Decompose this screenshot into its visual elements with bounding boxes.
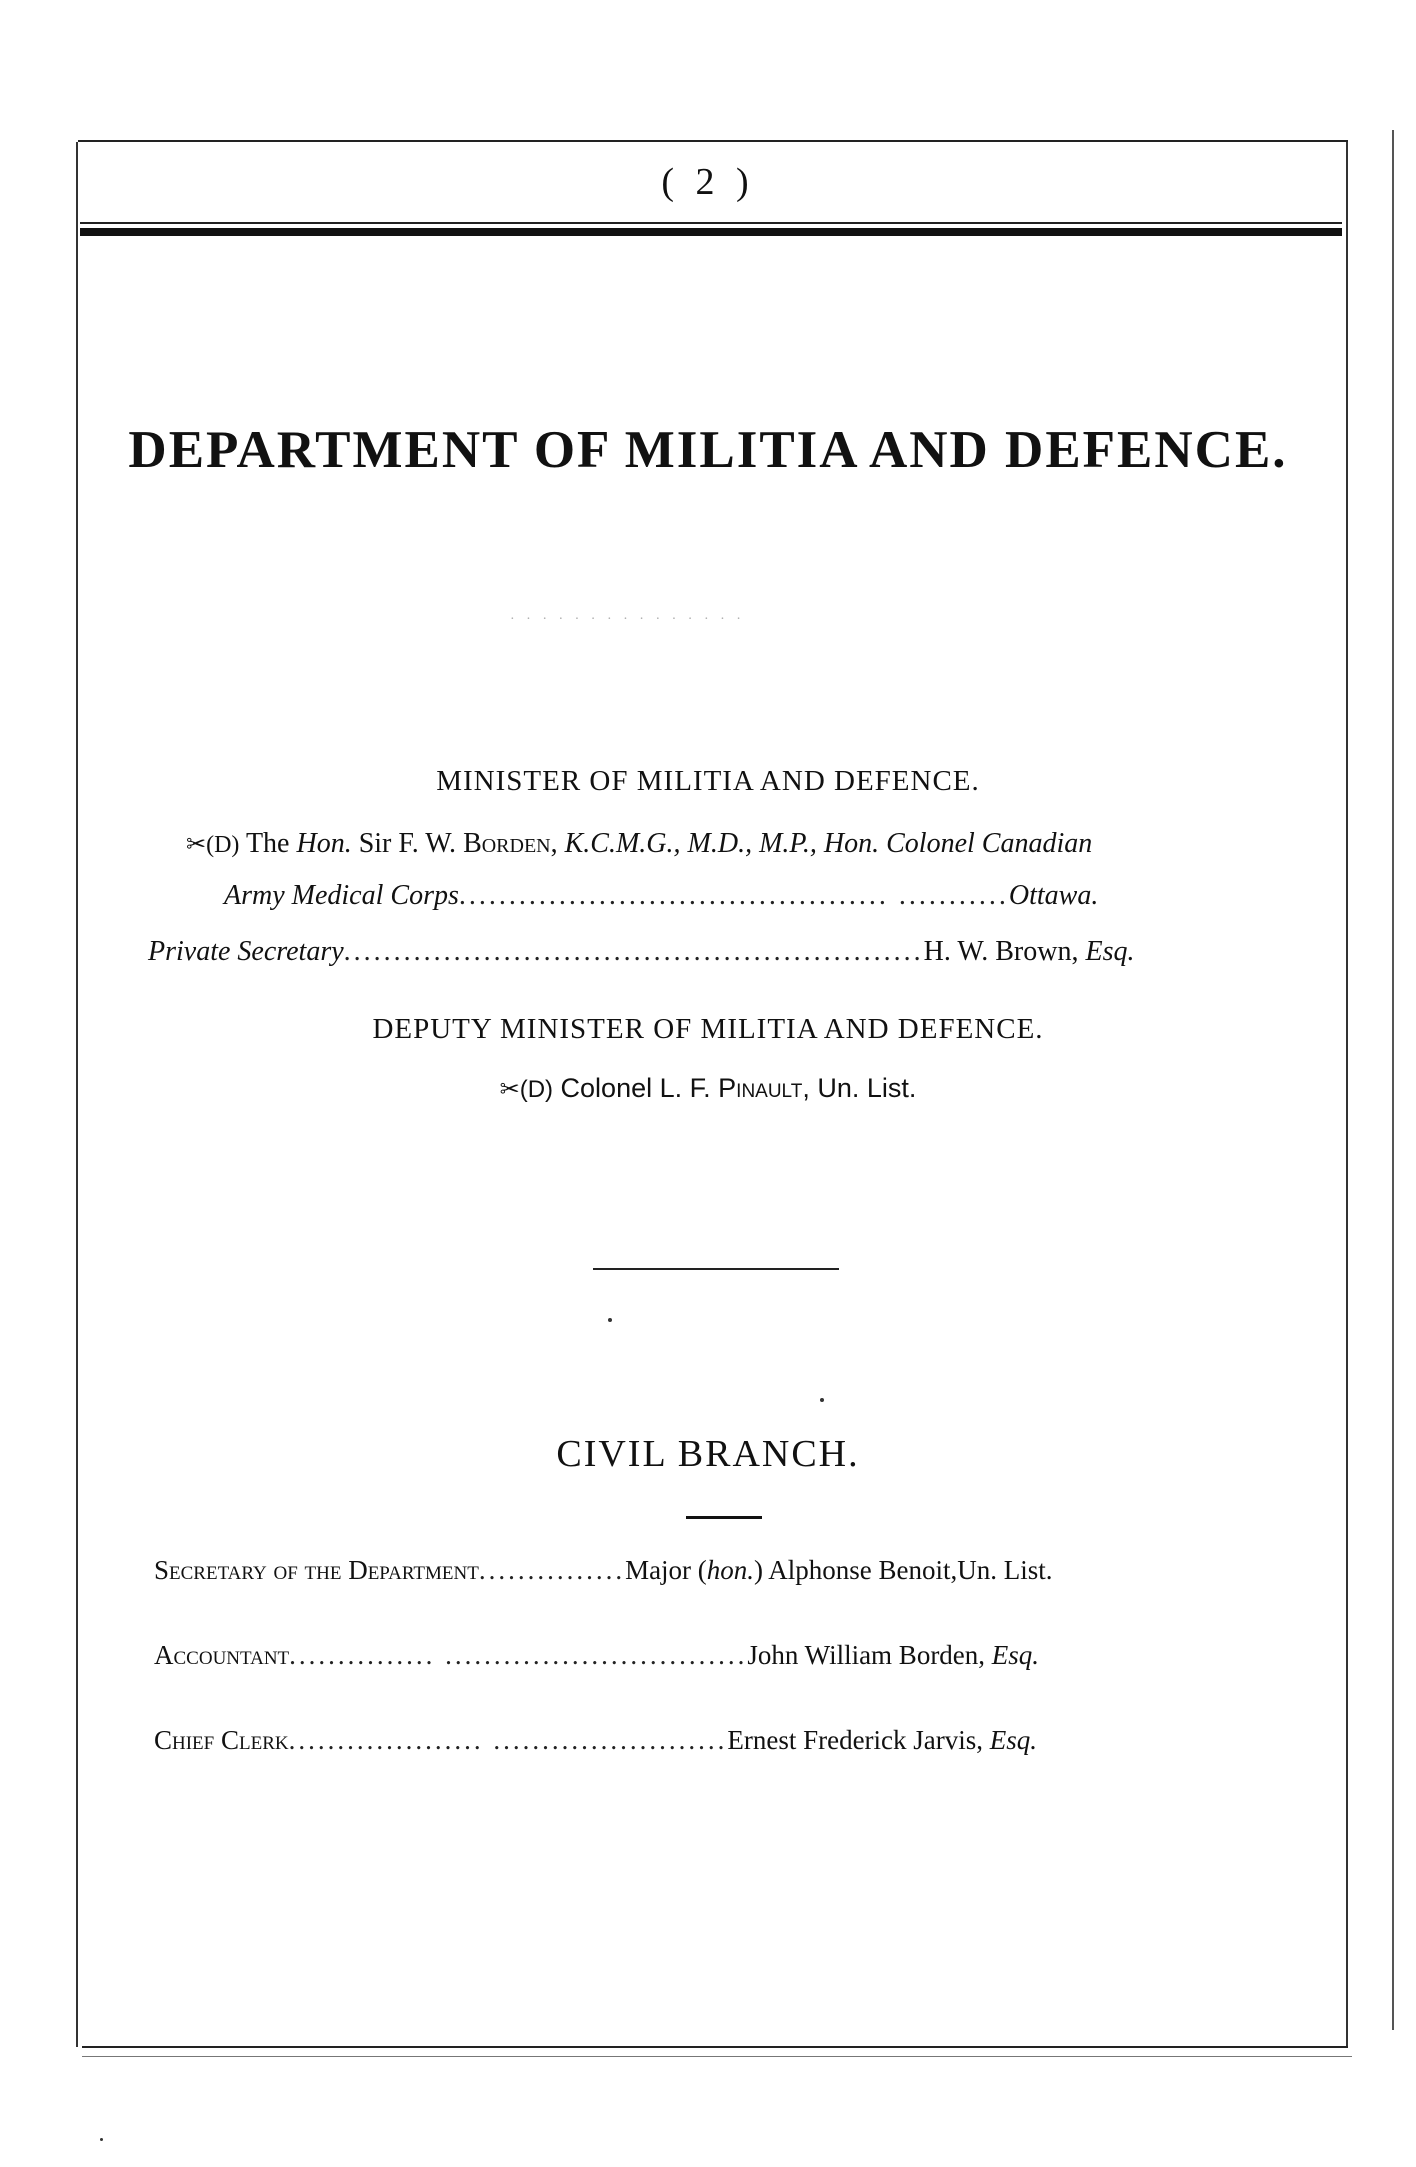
minister-rank: Hon. Colonel Canadian [823,828,1093,859]
civil-row-pre: Ernest Frederick Jarvis, [727,1725,990,1755]
civil-row-hon: hon. [706,1555,755,1585]
page-title: DEPARTMENT OF MILITIA AND DEFENCE. [128,421,1288,479]
ink-speck [820,1398,824,1402]
civil-row-esq: Esq. [991,1640,1040,1670]
header-thick-rule [80,228,1342,236]
private-secretary-suffix: Esq. [1085,936,1135,967]
civil-branch-rule [686,1516,762,1519]
minister-location: Ottawa. [1008,880,1099,911]
deputy-post: Un. List. [817,1073,917,1103]
civil-row-post: ) Alphonse Benoit,Un. List. [754,1555,1053,1585]
private-secretary-label: Private Secretary [148,936,344,967]
header-thin-rule [80,222,1342,224]
civil-row-label: Accountant [154,1640,290,1670]
minister-entry-line2 [224,880,1098,912]
page-number: ( 2 ) [661,161,755,203]
deputy-entry [0,1073,1416,1104]
deputy-pre: Colonel L. F. [560,1073,711,1103]
minister-heading: MINISTER OF MILITIA AND DEFENCE. [436,765,980,797]
civil-row-pre: Major ( [625,1555,707,1585]
scissors-icon: ✂(D) [186,832,240,858]
section-divider [593,1268,839,1270]
private-secretary-line [148,936,1134,968]
ink-speck [608,1318,612,1322]
minister-honours: K.C.M.G., M.D., M.P., [564,828,817,859]
civil-row [154,1555,1053,1586]
deputy-name: Pinault, [718,1073,810,1103]
civil-row-esq: Esq. [989,1725,1038,1755]
minister-the: The [245,828,290,859]
civil-row-dots: .................... ........................ [288,1725,728,1755]
civil-row-dots: ............... [478,1555,626,1585]
civil-row [154,1725,1037,1756]
civil-row [154,1640,1039,1671]
minister-sir: Sir F. W. [358,828,457,859]
minister-entry-line1 [186,828,1092,860]
civil-branch-heading: CIVIL BRANCH. [556,1433,860,1475]
civil-row-dots: ............... ............................... [289,1640,748,1670]
faint-smudge: · · · · · · · · · · · · · · · [510,612,745,627]
ink-speck [100,2138,103,2141]
minister-name: Borden, [463,828,558,859]
minister-dots: ........................................... ........... [458,880,1009,911]
civil-row-label: Chief Clerk [154,1725,289,1755]
civil-row-pre: John William Borden, [747,1640,992,1670]
frame-outer-bottom-border [82,2056,1352,2057]
frame-top-border [78,140,1348,142]
frame-bottom-border [82,2046,1348,2048]
minister-unit: Army Medical Corps [224,880,459,911]
private-secretary-dots: .......................................................... [343,936,924,967]
deputy-heading: DEPUTY MINISTER OF MILITIA AND DEFENCE. [372,1013,1044,1045]
minister-hon: Hon. [296,828,352,859]
scissors-icon: ✂(D) [499,1076,554,1103]
civil-row-label: Secretary of the Department [154,1555,479,1585]
private-secretary-name: H. W. Brown, [923,936,1079,967]
